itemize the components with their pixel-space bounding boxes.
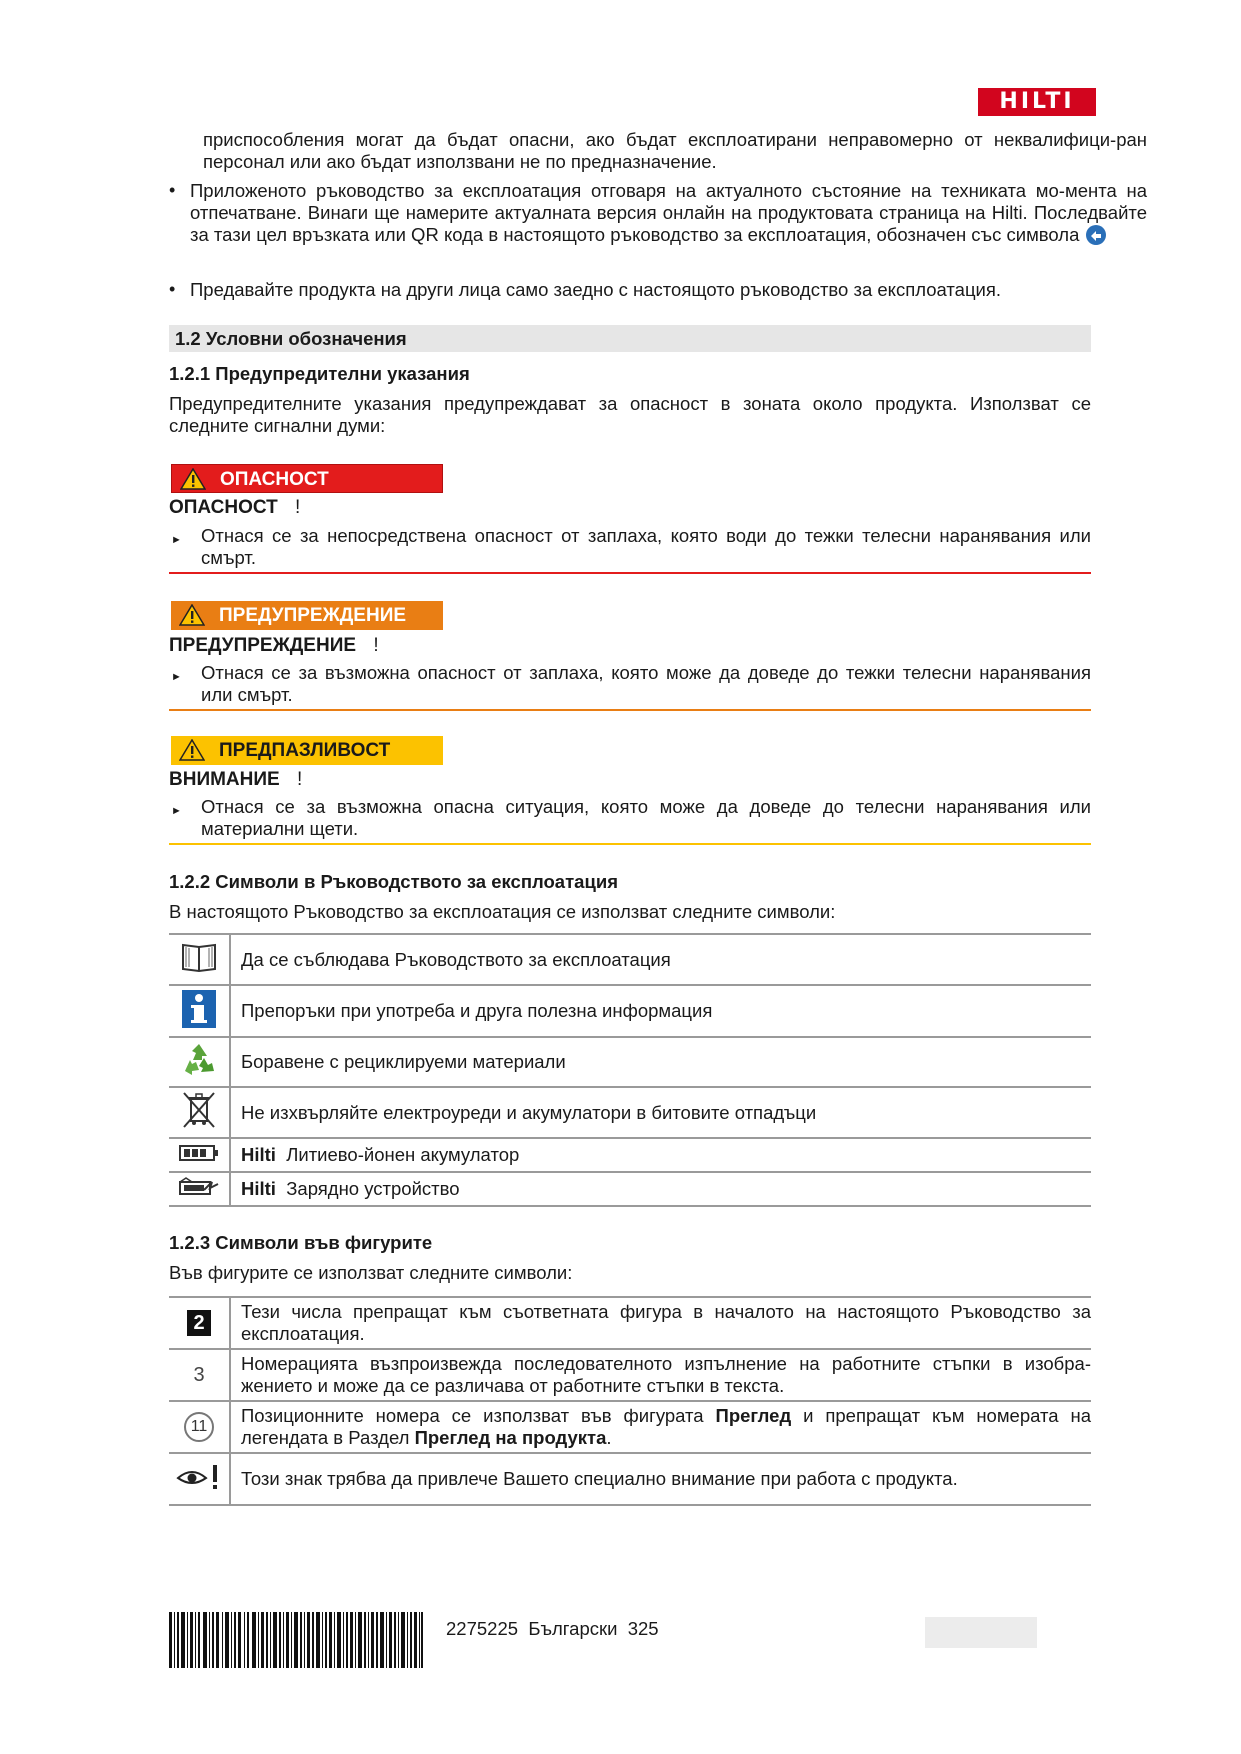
icon-cell: [169, 1037, 230, 1087]
table-row: [169, 985, 1091, 1037]
warning-divider: [169, 709, 1091, 711]
figure-number-box: 2: [187, 1310, 211, 1336]
subsection-body: В настоящото Ръководство за експлоатация се използват следните символи:: [169, 901, 836, 922]
table-row: [169, 934, 1091, 985]
danger-signal-banner: [171, 464, 443, 493]
subsection-heading: 1.2.3 Символи във фигурите: [169, 1232, 433, 1253]
arrow-bullet: ►: [171, 534, 182, 546]
doc-number: 2275225: [446, 1618, 519, 1639]
subsection-heading: 1.2.2 Символи в Ръководството за експлоатация: [169, 871, 618, 892]
icon-cell: [169, 1138, 230, 1172]
row-text-part: Позиционните номера се използват във фигурата: [241, 1405, 716, 1426]
manual-book-icon: [180, 941, 218, 973]
warning-triangle-icon: [179, 739, 205, 761]
caution-word: [169, 769, 302, 791]
danger-label: ОПАСНОСТ: [220, 469, 329, 490]
intro-bullet-2: Предавайте продукта на други лица само заедно с настоящото ръководство за експлоатация.: [190, 279, 1002, 300]
danger-word: [169, 497, 300, 519]
eye-attention-icon: [176, 1464, 222, 1490]
warning-signal-banner: [171, 601, 443, 630]
table-row: [169, 1349, 1091, 1401]
caution-divider: [169, 843, 1091, 845]
brand-name: Hilti: [241, 1144, 276, 1165]
caution-mark: !: [296, 769, 303, 790]
intro-continuation: приспособления могат да бъдат опасни, ако бъдат експлоатирани неправомерно от неквалифици-ран персонал или ако бъдат използвани не по предназначение.: [203, 129, 1147, 172]
recycle-icon: [179, 1041, 219, 1079]
icon-cell: [169, 985, 230, 1037]
arrow-bullet: ►: [171, 671, 182, 683]
caution-text: Отнася се за възможна опасна ситуация, която може да доведе до телесни наранявания или материални щети.: [201, 796, 1091, 839]
position-number-circle: 11: [184, 1412, 214, 1442]
intro-bullet-1: [190, 180, 1147, 246]
icon-cell: [169, 934, 230, 985]
row-text: Да се съблюдава Ръководството за експлоатация: [230, 934, 1091, 985]
footer-grey-block: [925, 1617, 1037, 1648]
warning-triangle-icon: [179, 604, 205, 626]
info-icon: [182, 990, 216, 1028]
table-row: [169, 1401, 1091, 1453]
page-number: 325: [627, 1618, 659, 1639]
subsection-body: Предупредителните указания предупреждават за опасност в зоната около продукта. Използват се следните сигнални думи:: [169, 393, 1091, 436]
table-row: [169, 1087, 1091, 1138]
row-text: Препоръки при употреба и друга полезна информация: [230, 985, 1091, 1037]
row-text: Боравене с рециклируеми материали: [230, 1037, 1091, 1087]
row-text: [230, 1401, 1091, 1453]
row-text: [230, 1138, 1091, 1172]
barcode: [169, 1612, 423, 1668]
icon-cell: [169, 1453, 230, 1505]
row-text-bold: Преглед на продукта: [414, 1427, 607, 1448]
icon-cell: [169, 1172, 230, 1206]
warning-word-text: ПРЕДУПРЕЖДЕНИЕ: [169, 635, 357, 656]
row-text: Не изхвърляйте електроуреди и акумулатори в битовите отпадъци: [230, 1087, 1091, 1138]
danger-divider: [169, 572, 1091, 574]
table-row: [169, 1172, 1091, 1206]
charger-icon: [178, 1176, 220, 1198]
warning-mark: !: [373, 635, 379, 656]
subsection-body: Във фигурите се използват следните символи:: [169, 1262, 573, 1283]
row-text-value: Зарядно устройство: [286, 1178, 460, 1199]
table-row: [169, 1037, 1091, 1087]
row-text: Тези числа препращат към съответната фигура в началото на настоящото Ръководство за експлоатация.: [230, 1297, 1091, 1349]
crossed-bin-icon: [181, 1089, 217, 1131]
table-row: [169, 1297, 1091, 1349]
caution-word-text: ВНИМАНИЕ: [169, 769, 280, 790]
warning-label: ПРЕДУПРЕЖДЕНИЕ: [219, 605, 407, 626]
danger-text: Отнася се за непосредствена опасност от заплаха, която води до тежки телесни наранявания или смърт.: [201, 525, 1091, 568]
icon-cell: [169, 1297, 230, 1349]
section-heading: 1.2 Условни обозначения: [169, 325, 1091, 352]
row-text-value: Литиево-йонен акумулатор: [286, 1144, 520, 1165]
link-qr-icon: [1085, 224, 1107, 246]
row-text: Номерацията възпроизвежда последователното изпълнение на работните стъпки в изобра-жението и може да се различава от работните стъпки в текста.: [230, 1349, 1091, 1401]
warning-word: [169, 635, 379, 657]
bullet-dot: •: [169, 279, 176, 299]
brand-name: Hilti: [241, 1178, 276, 1199]
table-row: [169, 1138, 1091, 1172]
manual-symbols-table: [169, 933, 1091, 1207]
row-text-part: .: [606, 1427, 612, 1448]
footer-page-info: [446, 1618, 659, 1640]
row-text: Този знак трябва да привлече Вашето специално внимание при работа с продукта.: [230, 1453, 1091, 1505]
bullet-dot: •: [169, 180, 176, 200]
intro-bullet-1-text: Приложеното ръководство за експлоатация отговаря на актуалното състояние на техниката мо-мента на отпечатване. Винаги ще намерите актуалната версия онлайн на продуктовата страница на Hilti. Последвайте за тази цел връзката или QR кода в настоящото ръководство за експлоатация, обозначен със символа: [190, 180, 1147, 245]
row-text: [230, 1172, 1091, 1206]
danger-word-text: ОПАСНОСТ: [169, 497, 278, 518]
icon-cell: [169, 1087, 230, 1138]
icon-cell: [169, 1401, 230, 1453]
row-text-bold: Преглед: [715, 1405, 792, 1426]
row-text-part: и препращат към номерата на легендата в Раздел: [241, 1405, 1091, 1448]
battery-icon: [179, 1144, 219, 1162]
caution-signal-banner: [171, 736, 443, 765]
figure-symbols-table: [169, 1296, 1091, 1506]
hilti-logo: HILTI: [978, 88, 1096, 116]
step-number: 3: [169, 1349, 230, 1401]
warning-triangle-icon: [180, 468, 206, 490]
warning-text: Отнася се за възможна опасност от заплаха, която може да доведе до тежки телесни наранявания или смърт.: [201, 662, 1091, 705]
subsection-heading: 1.2.1 Предупредителни указания: [169, 363, 470, 384]
caution-label: ПРЕДПАЗЛИВОСТ: [219, 740, 391, 761]
arrow-bullet: ►: [171, 805, 182, 817]
language: Български: [528, 1618, 618, 1639]
danger-mark: !: [295, 497, 301, 518]
table-row: [169, 1453, 1091, 1505]
